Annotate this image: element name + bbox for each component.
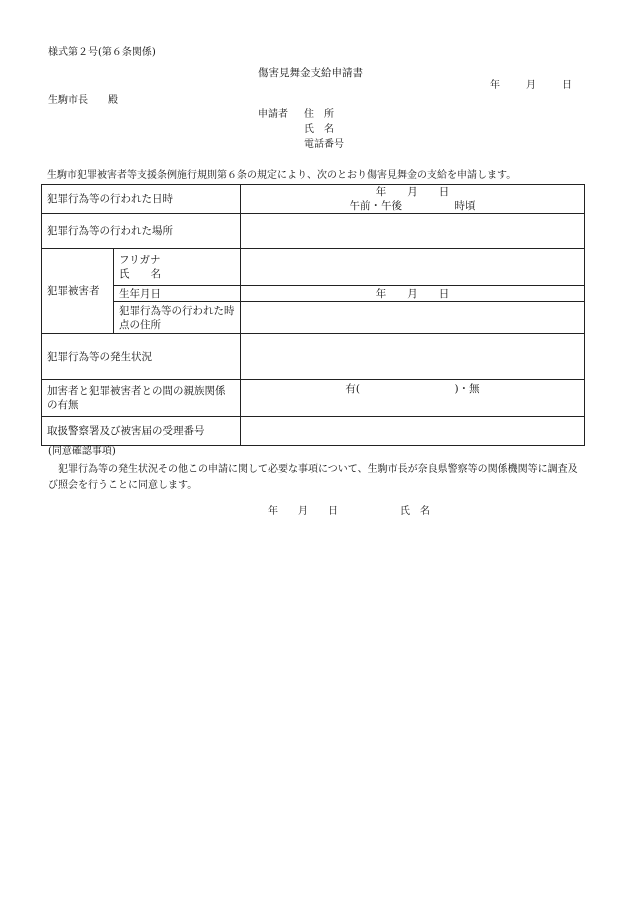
date-year-label: 年 bbox=[490, 80, 500, 91]
intro-statement: 生駒市犯罪被害者等支援条例施行規則第６条の規定により、次のとおり傷害見舞金の支給を申請します。 bbox=[47, 170, 517, 181]
consent-text: 犯罪行為等の発生状況その他この申請に関して必要な事項について、生駒市長が奈良県警察等の関係機関等に調査及び照会を行うことに同意します。 bbox=[48, 464, 578, 491]
police-field[interactable] bbox=[241, 417, 585, 446]
row-victim-name bbox=[42, 249, 585, 286]
application-table bbox=[41, 184, 585, 446]
situation-field[interactable] bbox=[241, 334, 585, 380]
birthdate-label: 生年月日 bbox=[114, 286, 241, 302]
applicant-name-label: 氏 名 bbox=[304, 124, 334, 135]
consent-date-line: 年 月 日 bbox=[268, 506, 338, 517]
incident-place-field[interactable] bbox=[241, 214, 585, 249]
row-incident-datetime bbox=[42, 185, 585, 214]
applicant-address-label: 住 所 bbox=[304, 109, 334, 120]
form-title: 傷害見舞金支給申請書 bbox=[258, 67, 363, 79]
form-number: 様式第２号(第６条関係) bbox=[48, 47, 156, 58]
consent-name-line[interactable]: 氏 名 bbox=[400, 506, 430, 517]
row-police bbox=[42, 417, 585, 446]
incident-datetime-field[interactable] bbox=[241, 185, 585, 214]
date-day-label: 日 bbox=[562, 80, 572, 91]
victim-name-field[interactable] bbox=[241, 249, 585, 286]
addressee: 生駒市長 殿 bbox=[48, 95, 118, 106]
police-label: 取扱警察署及び被害届の受理番号 bbox=[42, 417, 241, 446]
victim-name-text: 氏 名 bbox=[119, 268, 161, 280]
victim-label: 犯罪被害者 bbox=[42, 249, 114, 334]
incident-date-text: 年 月 日 bbox=[375, 186, 450, 198]
furigana-label: フリガナ bbox=[119, 254, 161, 266]
applicant-label: 申請者 bbox=[258, 109, 288, 120]
victim-name-label bbox=[114, 249, 241, 286]
date-month-label: 月 bbox=[526, 80, 536, 91]
situation-label: 犯罪行為等の発生状況 bbox=[42, 334, 241, 380]
consent-heading: (同意確認事項) bbox=[48, 446, 116, 457]
relation-label: 加害者と犯罪被害者との間の親族関係の有無 bbox=[42, 380, 241, 417]
relation-field[interactable]: 有( )・無 bbox=[241, 380, 585, 417]
birthdate-field[interactable]: 年 月 日 bbox=[241, 286, 585, 302]
address-at-time-label: 犯罪行為等の行われた時点の住所 bbox=[114, 302, 241, 334]
address-at-time-field[interactable] bbox=[241, 302, 585, 334]
applicant-phone-label: 電話番号 bbox=[304, 139, 344, 150]
row-address-at-time bbox=[42, 302, 585, 334]
incident-time-text: 午前・午後 時頃 bbox=[349, 200, 476, 212]
incident-place-label: 犯罪行為等の行われた場所 bbox=[42, 214, 241, 249]
incident-datetime-label: 犯罪行為等の行われた日時 bbox=[42, 185, 241, 214]
row-birthdate bbox=[42, 286, 585, 302]
row-situation bbox=[42, 334, 585, 380]
row-incident-place bbox=[42, 214, 585, 249]
row-relation bbox=[42, 380, 585, 417]
